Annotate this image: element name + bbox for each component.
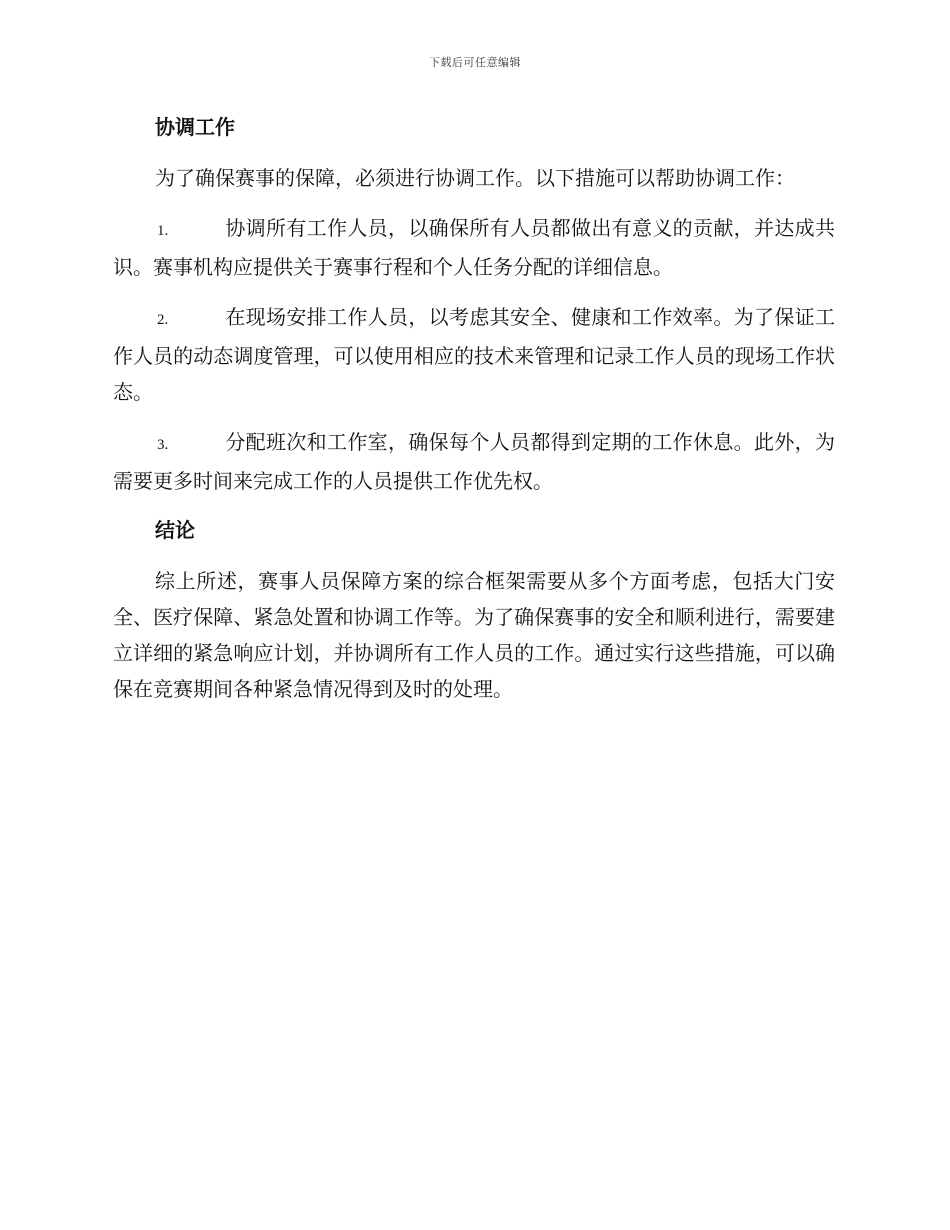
list-item	[113, 424, 835, 499]
conclusion-paragraph: 综上所述，赛事人员保障方案的综合框架需要从多个方面考虑，包括大门安全、医疗保障、紧急处置和协调工作等。为了确保赛事的安全和顺利进行，需要建立详细的紧急响应计划，并协调所有工作人员的工作。通过实行这些措施，可以确保在竞赛期间各种紧急情况得到及时的处理。	[113, 569, 835, 701]
list-item	[113, 299, 835, 410]
list-item-number: 2.	[157, 312, 169, 328]
list-item-number: 3.	[157, 437, 169, 453]
list-item-text: 分配班次和工作室，确保每个人员都得到定期的工作休息。此外，为需要更多时间来完成工作的人员提供工作优先权。	[113, 430, 835, 493]
document-body	[113, 110, 835, 721]
list-item-number: 1.	[157, 223, 169, 239]
list-item-text: 协调所有工作人员，以确保所有人员都做出有意义的贡献，并达成共识。赛事机构应提供关于赛事行程和个人任务分配的详细信息。	[113, 216, 835, 279]
page-header: 下载后可任意编辑	[429, 56, 521, 69]
list-item	[113, 210, 835, 285]
section-heading-coordination: 协调工作	[155, 115, 235, 139]
coordination-intro-paragraph: 为了确保赛事的保障，必须进行协调工作。以下措施可以帮助协调工作：	[155, 166, 795, 190]
section-heading-conclusion: 结论	[155, 518, 195, 542]
list-item-text: 在现场安排工作人员，以考虑其安全、健康和工作效率。为了保证工作人员的动态调度管理，可以使用相应的技术来管理和记录工作人员的现场工作状态。	[113, 305, 835, 404]
